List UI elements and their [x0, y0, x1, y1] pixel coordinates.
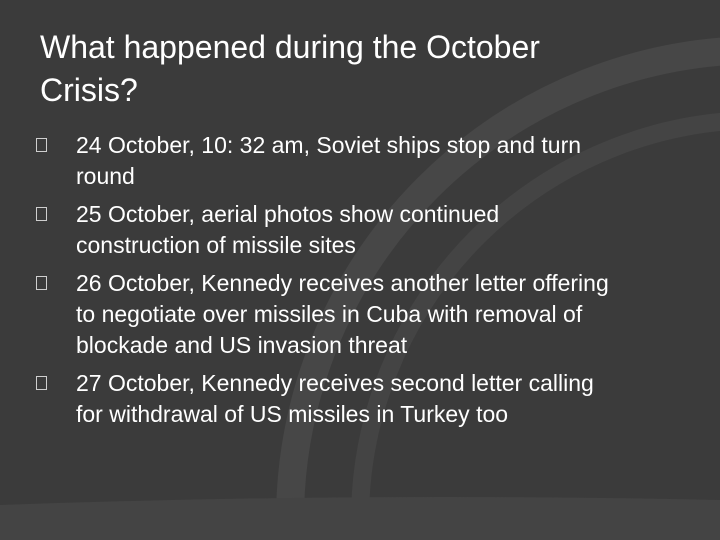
- square-bullet-icon: [36, 276, 47, 290]
- bullet-text: 24 October, 10: 32 am, Soviet ships stop and turn round: [76, 132, 582, 189]
- bullet-item: [36, 268, 626, 361]
- square-bullet-icon: [36, 376, 47, 390]
- bullet-text: 27 October, Kennedy receives second letter calling for withdrawal of US missiles in Turkey too: [76, 370, 594, 427]
- square-bullet-icon: [36, 138, 47, 152]
- bullet-item: [36, 130, 626, 192]
- bullet-list: [36, 130, 626, 437]
- bullet-text: 26 October, Kennedy receives another letter offering to negotiate over missiles in Cuba with removal of blockade and US invasion threat: [76, 270, 609, 358]
- bullet-item: [36, 199, 626, 261]
- bullet-text: 25 October, aerial photos show continued construction of missile sites: [76, 201, 500, 258]
- square-bullet-icon: [36, 207, 47, 221]
- slide-title: What happened during the October Crisis?: [40, 29, 540, 108]
- bullet-item: [36, 368, 626, 430]
- decorative-bottom-band: [0, 497, 720, 540]
